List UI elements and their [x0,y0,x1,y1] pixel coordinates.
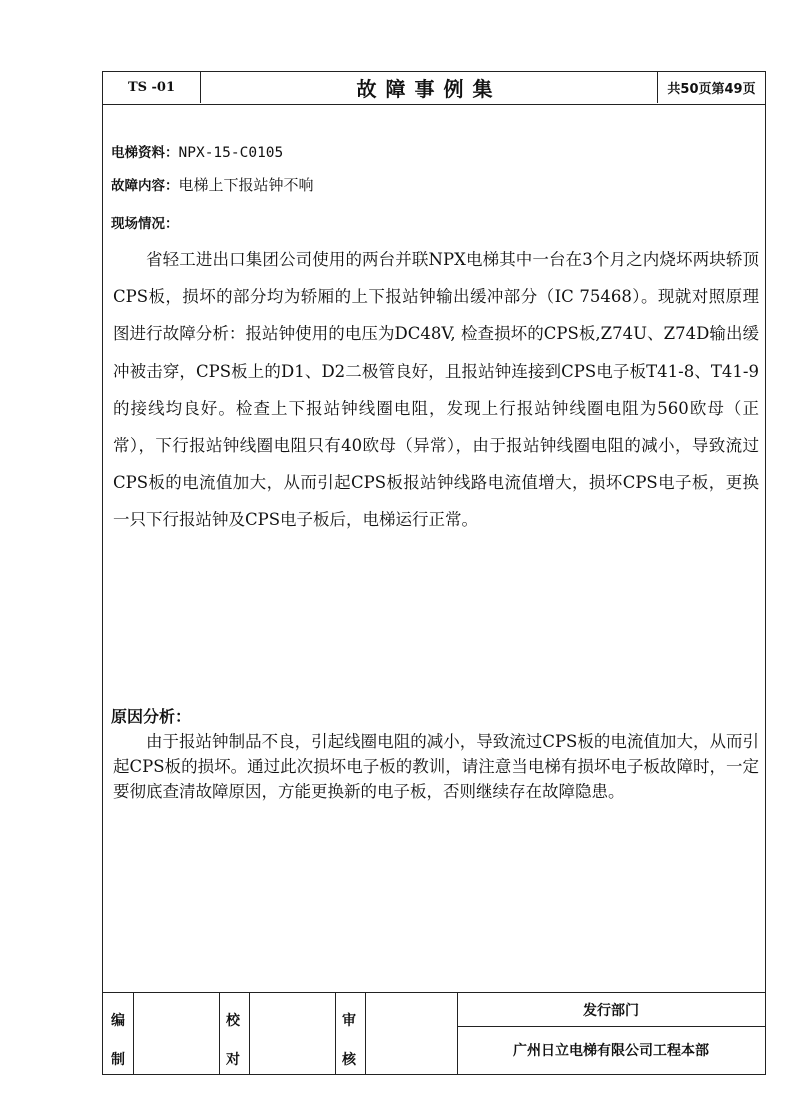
column-divider [365,993,366,1074]
scene-situation-label: 现场情况： [111,216,179,232]
fault-content-label: 故障内容： [111,178,179,194]
elevator-info-label: 电梯资料： [111,145,179,161]
proofreader-label-bottom: 对 [226,1052,240,1068]
signature-table [103,992,765,1074]
reviewer-label-top: 审 [342,1013,356,1029]
elevator-info-value: NPX-15-C0105 [178,145,284,161]
cause-analysis-title: 原因分析： [111,707,192,726]
column-divider [219,993,220,1074]
proofreader-label-top: 校 [226,1013,240,1029]
scene-description: 省轻工进出口集团公司使用的两台并联NPX电梯其中一台在3个月之内烧坏两块轿顶CPS板，损坏的部分均为轿厢的上下报站钟输出缓冲部分（IC 75468）。现就对照原理图进行故障分析：报站钟使用的电压为DC48V, 检查损坏的CPS板,Z74U、Z74D输出缓冲被击穿，CPS板上的D1、D2二极管良好，且报站钟连接到CPS电子板T41-8、T41-9的接线均良好。检查上下报站钟线圈电阻，发现上行报站钟线圈电阻为560欧母（正常），下行报站钟线圈电阻只有40欧母（异常），由于报站钟线圈电阻的减小，导致流过CPS板的电流值加大，从而引起CPS板报站钟线路电流值增大，损坏CPS电子板，更换一只下行报站钟及CPS电子板后，电梯运行正常。 [113,250,759,530]
elevator-info-row [111,142,283,163]
document-header [103,72,765,105]
scene-situation-row [111,213,179,234]
cause-analysis-text: 由于报站钟制品不良，引起线圈电阻的减小，导致流过CPS板的电流值加大，从而引起CPS板的损坏。通过此次损坏电子板的教训，请注意当电梯有损坏电子板故障时，一定要彻底查清故障原因，方能更换新的电子板，否则继续存在故障隐患。 [113,732,759,801]
column-divider [133,993,134,1074]
compiler-label-top: 编 [111,1013,125,1029]
issuing-department-label: 发行部门 [457,993,765,1027]
document-frame [102,71,766,1075]
issuing-department-name: 广州日立电梯有限公司工程本部 [513,1043,709,1059]
fault-content-row [111,175,314,196]
column-divider [335,993,336,1074]
document-code: TS -01 [103,72,201,103]
fault-content-value: 电梯上下报站钟不响 [178,176,314,194]
page-info: 共50页第49页 [657,72,765,103]
reviewer-label-bottom: 核 [342,1052,356,1068]
column-divider [249,993,250,1074]
compiler-label-bottom: 制 [111,1052,125,1068]
document-title: 故障事例集 [356,77,502,101]
